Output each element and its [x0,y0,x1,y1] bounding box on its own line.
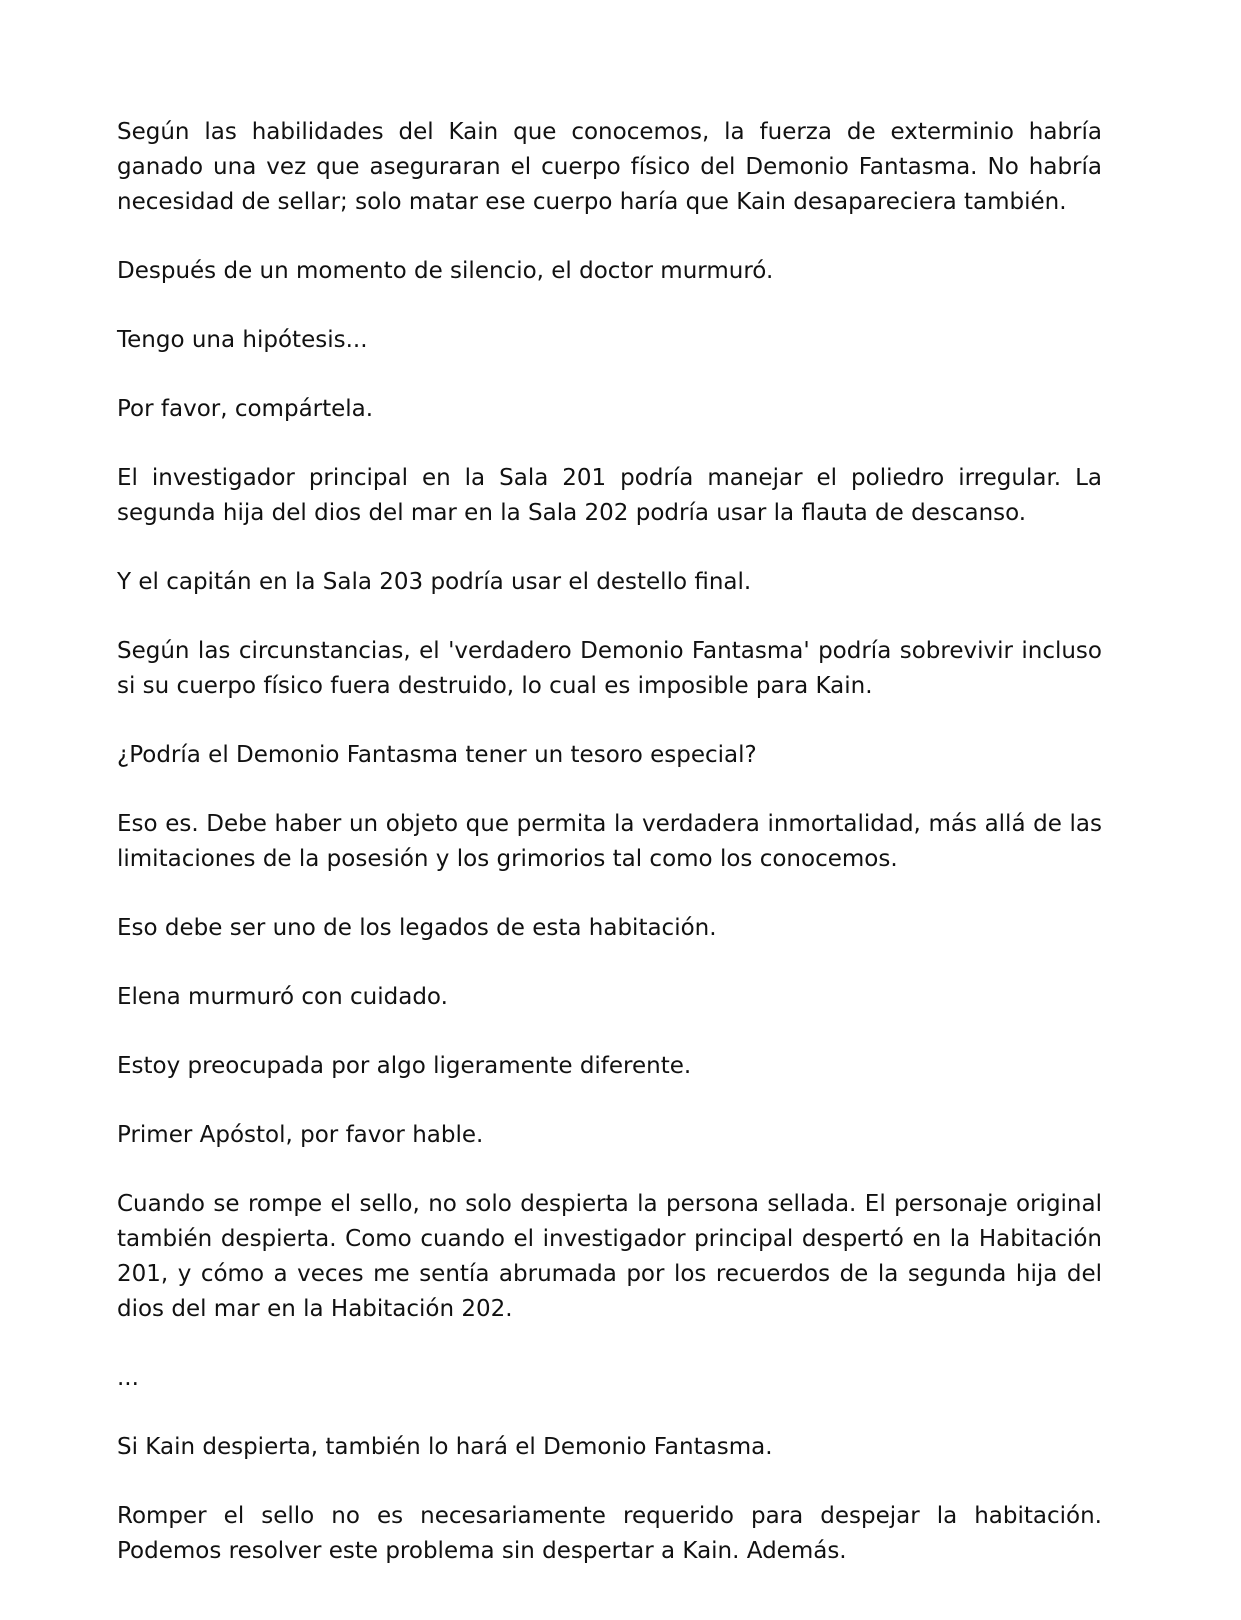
paragraph: Según las circunstancias, el 'verdadero Demonio Fantasma' podría sobrevivir incluso si su cuerpo físico fuera destruido, lo cual es imposible para Kain. [117,638,1102,699]
paragraph: Romper el sello no es necesariamente requerido para despejar la habitación. Podemos resolver este problema sin despertar a Kain. Además. [117,1503,1102,1564]
document-body [117,115,1102,1603]
paragraph: ¿Podría el Demonio Fantasma tener un tesoro especial? [117,742,757,768]
paragraph: Cuando se rompe el sello, no solo despierta la persona sellada. El personaje original también despierta. Como cuando el investigador principal despertó en la Habitación 201, y cómo a veces me sentía abrumada por los recuerdos de la segunda hija del dios del mar en la Habitación 202. [117,1191,1102,1322]
paragraph: El investigador principal en la Sala 201 podría manejar el poliedro irregular. La segunda hija del dios del mar en la Sala 202 podría usar la flauta de descanso. [117,465,1102,526]
paragraph: Tengo una hipótesis... [117,327,368,353]
paragraph: Estoy preocupada por algo ligeramente diferente. [117,1053,692,1079]
paragraph: Elena murmuró con cuidado. [117,984,448,1010]
paragraph: Primer Apóstol, por favor hable. [117,1122,484,1148]
paragraph: Eso debe ser uno de los legados de esta habitación. [117,915,717,941]
paragraph: Eso es. Debe haber un objeto que permita la verdadera inmortalidad, más allá de las limitaciones de la posesión y los grimorios tal como los conocemos. [117,811,1102,872]
paragraph: ... [117,1365,139,1391]
paragraph: Después de un momento de silencio, el doctor murmuró. [117,258,774,284]
paragraph: Si Kain despierta, también lo hará el Demonio Fantasma. [117,1434,773,1460]
paragraph: Por favor, compártela. [117,396,374,422]
paragraph: Según las habilidades del Kain que conocemos, la fuerza de exterminio habría ganado una vez que aseguraran el cuerpo físico del Demonio Fantasma. No habría necesidad de sellar; solo matar ese cuerpo haría que Kain desapareciera también. [117,119,1102,215]
paragraph: Y el capitán en la Sala 203 podría usar el destello final. [117,569,752,595]
